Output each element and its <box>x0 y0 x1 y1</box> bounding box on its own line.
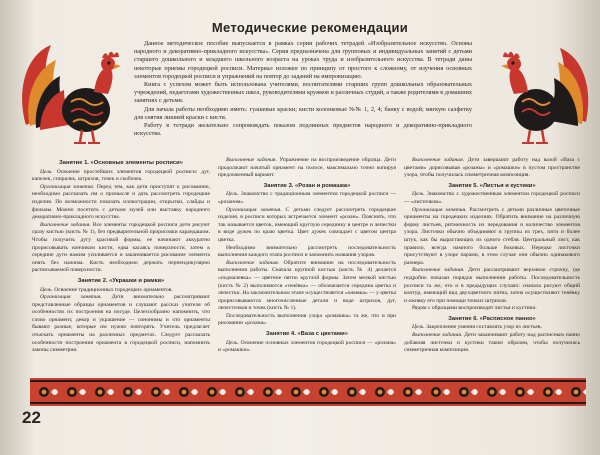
lesson-paragraph <box>32 184 210 222</box>
rooster-left-icon <box>16 30 126 150</box>
intro-paragraph: Книга с успехом может быть использована учителями, воспитателями старших групп дошкольных образовательных учреждений, педагогами художественных школ, руководителями кружков и различных студий, а также родителями в домашних занятиях с детьми. <box>134 81 472 105</box>
intro-paragraph: Данное методическое пособие выпускается в рамках серии рабочих тетрадей «Изобразительное искусство. Основы народного и декоративно-прикладного искусства». Серия предназначена для групповых и индивидуальных занятий с детьми старшего дошкольного и младшего школьного возраста на уроках труда и изобразительного искусства. В тетради даны некоторые приемы городецкой росписи. Материал изложен по принципу от простого к сложному, от изучения основных элементов городецкой росписи и упражнений на повтор до заданий на импровизацию. <box>134 40 472 80</box>
paragraph-text: Все элементы городецкой росписи дети рисуют сразу кистью (кисть № 1), без предварительной прорисовки карандашом. Чтобы получить дугу красивой формы, ее начинают аккуратно прорисовывать кончиком кисти, едва касаясь поверхности, затем к середине дуги нажим усиливается и заканчивается рисование элемента опять без нажима. Кисть необходимо держать перпендикулярно расписываемой поверхности. <box>32 221 210 274</box>
paragraph-text: Знакомство с традиционным элементом городецкой росписи — «розаном». <box>218 191 396 205</box>
lesson-paragraph <box>218 157 396 180</box>
lesson-heading: Занятие 2. «Украшки и рамки» <box>77 277 165 284</box>
lesson-paragraph <box>218 340 396 355</box>
lesson-paragraph <box>32 222 210 275</box>
paragraph-text: Последовательность выполнения узора «ромашка» та же, что и при рисовании «розана». <box>218 312 396 327</box>
page-number: 22 <box>22 408 41 427</box>
paragraph-text: Дети рассматривают верхнюю строчку, где подробно показан порядок выполнения работы. Последовательность росписи та же, что и в предыдущих случаях: сначала рисуют общий контур, имеющий вид двухцветного пятна, затем осуществляют тенёвку и оживку его при помощи тонких штрихов. <box>404 267 580 304</box>
paragraph-text: Закрепление умения составлять узор из листьев. <box>426 324 542 331</box>
lesson-paragraph <box>218 191 396 206</box>
column-1 <box>32 157 210 355</box>
column-3 <box>404 157 580 355</box>
paragraph-text: Дети завершают работу над вазой «Ваза с цветами» дорисовывая «розаны» и «ромашки» в пустом пространстве узора, чтобы получилась симметричная композиция. <box>404 157 580 179</box>
paragraph-label: Выполнение задания. <box>40 221 91 228</box>
lesson-paragraph <box>218 207 396 245</box>
lesson-paragraph <box>404 207 580 268</box>
intro-paragraph: Работу в тетради желательно сопровождать показом подлинных предметов народного и декоративно-прикладного искусства. <box>134 122 472 138</box>
lesson-paragraph <box>32 287 210 295</box>
paragraph-text: Рядом с образцами воспроизводят листья и кустики. <box>412 305 537 312</box>
paragraph-text: Обратите внимание на последовательность выполнения работы. Сначала крупной кистью (кисть № 4) делается «подмалевка» — цветное пятно круглой формы. Затем мелкой кистью (кисть № 2) выполняются «тенёвка» — обозначается середина цветка и лепестки. На заключительном этапе осуществляется «оживка» — у цветка прорисовываются многочисленные детали и виде штрихов, дуг, лепесточков и точек (кисть № 1). <box>218 259 396 312</box>
paragraph-text: Необходимо внимательно рассмотреть последовательность выполнения каждого этапа росписи и запомнить названия узоров. <box>218 244 396 259</box>
intro-text <box>134 40 472 138</box>
paragraph-text: Дети заканчивают работу над расписным панно добавляя листочки и кустики таким образом, чтобы получилась симметричная композиция. <box>404 332 580 354</box>
paragraph-text: Знакомство с художественным элементом городецкой росписи — «листочком». <box>404 191 580 205</box>
paragraph-text: Освоение основных элементов городецкой росписи — «розана» и «ромашки». <box>218 339 396 354</box>
paragraph-label: Цель. <box>226 191 239 198</box>
floral-border-icon <box>30 378 586 406</box>
paragraph-label: Цель. <box>40 286 53 293</box>
lesson-paragraph <box>404 157 580 180</box>
paragraph-label: Выполнение задания. <box>226 157 277 163</box>
lesson-paragraph <box>404 267 580 305</box>
lesson-heading: Занятие 3. «Розан и ромашка» <box>263 182 351 189</box>
paragraph-label: Цель. <box>40 168 53 175</box>
lesson-paragraph <box>218 245 396 260</box>
paragraph-label: Цель. <box>226 339 239 346</box>
lesson-paragraph <box>404 191 580 206</box>
lesson-paragraph <box>218 313 396 328</box>
paragraph-label: Организация занятия. <box>40 183 95 190</box>
paragraph-label: Организация занятия. <box>412 206 467 213</box>
paragraph-label: Выполнение задания. <box>412 332 463 339</box>
lesson-heading: Занятие 6. «Расписное панно» <box>448 315 536 322</box>
rooster-right-icon <box>498 30 593 150</box>
column-2 <box>218 157 396 355</box>
paragraph-label: Выполнение задания. <box>412 267 465 274</box>
lesson-heading: Занятие 1. «Основные элементы росписи» <box>59 160 183 166</box>
paragraph-text: Дети внимательно рассматривают представленные образцы орнаментов и слушают рассказ учителя об особенностях их построения на посуде. Целесообразно напомнить, что слово орнамент, декор и украшение — синонимы и что орнаменты бывают разные, которые им нужно повторять. Учитель предлагает отыскать орнаменты на различных предметах. Следует рассказать особенности построения орнамента в городецкой росписи, напомнить законы симметрии. <box>32 294 210 354</box>
paragraph-label: Выполнение задания. <box>226 259 280 266</box>
lesson-columns <box>32 157 580 375</box>
paragraph-text: Освоение простейших элементов городецкой росписи: дуг, капелек, спиралек, штрихов, точек и скобочек. <box>32 168 210 183</box>
paragraph-text: Перед тем, как дети приступят к рисованию, необходимо рассказать им о промысле и дать рассмотреть городецкие изделия. По возможности показать иллюстрации, открытки, слайды и фильмы. Можно посетить с детьми музей или выставку народного декоративно-прикладного искусства. <box>32 183 210 221</box>
lesson-heading: Занятие 4. «Ваза с цветами» <box>266 331 348 338</box>
paragraph-text: Рассмотреть с детьми различные цветочные орнаменты на городецких изделиях. Обратить внимание на различную форму листьев, ритмичность их чередования и количество элементов узора. Листочки обычно объединяют в группы из трех, пяти и более штук, как бы вырастающих из одного стебля. Центральный лист, как правило, всегда намного больше боковых. Нередко листочки присутствуют в узоре парами, в этом случае они обычно одинакового размера. <box>404 206 581 266</box>
lesson-paragraph <box>32 169 210 184</box>
paragraph-label: Выполнение задания. <box>412 157 465 163</box>
lesson-paragraph <box>218 260 396 313</box>
paragraph-label: Цель. <box>412 324 425 331</box>
paragraph-text: Упражнение на воспроизведение образца. Дети продолжают начатый орнамент на полосе, максимально точно копируя предложенный вариант. <box>218 157 396 179</box>
lesson-paragraph <box>32 294 210 355</box>
paragraph-label: Организация занятия. <box>226 206 282 213</box>
lesson-paragraph <box>404 305 580 313</box>
paragraph-text: С детьми следует рассмотреть городецкие изделия, в росписи которых встречается элемент «розан». Пояснить, что так называется цветок, имеющий круглую серединку в центре и лепестки в виде дужек по краю цветка. Цвет дужек совпадает с цветом центра цветка. <box>218 206 397 243</box>
lesson-heading: Занятие 5. «Листья и кустики» <box>448 182 536 189</box>
paragraph-label: Цель. <box>412 191 425 198</box>
paragraph-text: Освоение традиционных городецких орнаментов. <box>54 286 173 293</box>
paragraph-label: Организация занятия. <box>40 294 102 301</box>
intro-paragraph: Для начала работы необходимо иметь: гуашевые краски; кисти колонковые №№ 1, 2, 4; банку с водой; мягкую салфетку для снятия лишней краски с кисти. <box>134 105 472 121</box>
lesson-paragraph <box>404 324 580 332</box>
page-title: Методические рекомендации <box>211 20 409 35</box>
lesson-paragraph <box>404 332 580 355</box>
